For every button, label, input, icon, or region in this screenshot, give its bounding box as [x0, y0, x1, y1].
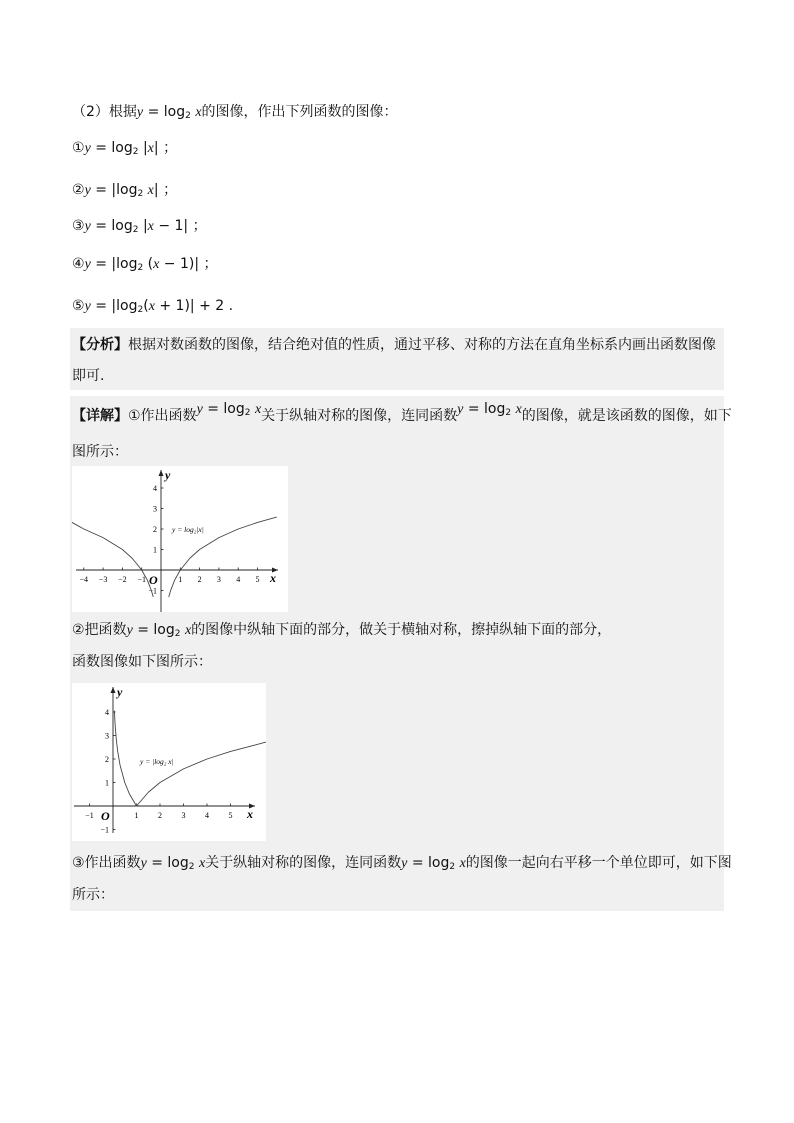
- y-axis-label: y: [117, 685, 123, 699]
- x-tick-label: 2: [158, 811, 162, 820]
- x-tick-label: 2: [197, 575, 202, 584]
- y-tick-label: 1: [105, 778, 109, 788]
- analysis-line-1: 【分析】根据对数函数的图像，结合绝对值的性质，通过平移、对称的方法在直角坐标系内画出函数图像: [72, 337, 716, 353]
- y-tick-label: 1: [153, 545, 157, 555]
- question-item-5: ⑤y = $|\log_2(x + 1)| + 2$ .: [72, 298, 234, 315]
- x-tick-label: 1: [134, 811, 139, 820]
- analysis-line-2: 即可.: [72, 368, 105, 384]
- x-tick-label: −3: [98, 575, 108, 584]
- question-item-1: ①y = $\log_2 |x|$ ；: [72, 140, 178, 157]
- y-tick-label: 3: [153, 504, 157, 514]
- function-annotation: y = |log₂ x|: [140, 757, 174, 766]
- series-curve-1: [72, 522, 153, 597]
- x-tick-label: 5: [255, 575, 260, 584]
- question-item-3: ③y = $\log_2 |x - 1|$ ；: [72, 218, 207, 235]
- origin-label: O: [101, 809, 110, 823]
- x-tick-label: −2: [118, 575, 127, 584]
- detail-p1-line2: 图所示：: [72, 444, 128, 460]
- x-tick-label: −4: [79, 575, 89, 584]
- y-tick-label: 4: [105, 708, 109, 717]
- detail-p1-line1: 【详解】①作出函数$y = \log_2 x$关于纵轴对称的图像，连同函数$y = \log_2 x$的图像，就是该函数的图像，如下: [72, 401, 732, 424]
- x-axis-label: x: [270, 571, 276, 585]
- graph-2-svg: [72, 683, 266, 841]
- x-tick-label: 4: [236, 575, 241, 584]
- x-tick-label: 1: [178, 575, 183, 584]
- x-tick-label: 3: [181, 811, 186, 820]
- x-tick-label: 4: [205, 811, 209, 820]
- question-item-4: ④y = $|\log_2$ (x − 1)| ；: [72, 256, 218, 273]
- graph-1: [72, 466, 288, 612]
- y-tick-label: 3: [105, 731, 109, 741]
- y-axis-arrow: [159, 470, 164, 476]
- y-tick-label: 4: [153, 484, 157, 493]
- x-axis-label: x: [247, 807, 253, 821]
- graph-1-svg: [72, 466, 288, 612]
- y-tick-label: −1: [100, 825, 109, 835]
- x-tick-label: −1: [85, 811, 94, 820]
- series-curve-1: [114, 711, 266, 806]
- detail-p2-line2: 函数图像如下图所示：: [72, 654, 212, 670]
- y-axis-arrow: [111, 687, 116, 693]
- question-intro: （2）根据$y = \log_2 x$的图像，作出下列函数的图像：: [72, 104, 398, 121]
- x-tick-label: 5: [228, 811, 233, 820]
- y-axis-label: y: [165, 468, 171, 482]
- function-annotation: y = log₂|x|: [172, 525, 204, 534]
- detail-p3-line2: 所示：: [72, 887, 114, 903]
- y-tick-label: 2: [153, 525, 157, 534]
- graph-2: [72, 683, 266, 841]
- detail-p2-line1: ②把函数$y = \log_2 x$的图像中纵轴下面的部分，做关于横轴对称，擦掉纵轴下面的部分，: [72, 622, 612, 639]
- y-tick-label: 2: [105, 755, 109, 764]
- x-tick-label: −1: [137, 575, 146, 584]
- question-item-2: ②y = $|\log_2$ x| ；: [72, 182, 178, 199]
- x-tick-label: 3: [216, 575, 221, 584]
- y-tick-label: −1: [148, 586, 157, 596]
- origin-label: O: [149, 573, 158, 587]
- detail-p3-line1: ③作出函数$y = \log_2 x$关于纵轴对称的图像，连同函数$y = \log_2 x$的图像一起向右平移一个单位即可，如下图: [72, 855, 732, 872]
